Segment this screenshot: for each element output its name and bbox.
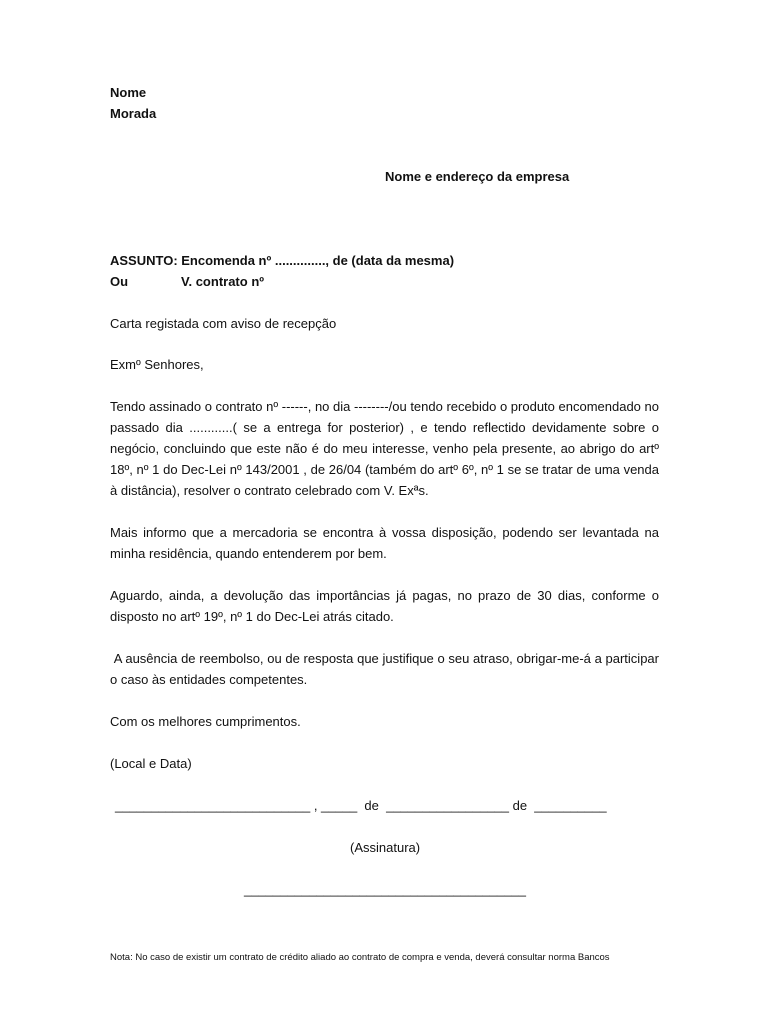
place-date-label: (Local e Data)	[110, 756, 192, 771]
signature-line: _______________________________________	[244, 882, 526, 897]
delivery-note: Carta registada com aviso de recepção	[110, 316, 337, 331]
subject-or-label: Ou	[110, 274, 129, 289]
sender-address: Morada	[110, 106, 157, 121]
paragraph-warning: A ausência de reembolso, ou de resposta que justifique o seu atraso, obrigar-me-á a participar o caso às entidades competentes.	[110, 651, 663, 687]
signature-label: (Assinatura)	[350, 840, 421, 855]
recipient-company: Nome e endereço da empresa	[385, 169, 570, 184]
date-line: ___________________________ , _____ de _________________ de __________	[115, 798, 607, 813]
paragraph-merchandise: Mais informo que a mercadoria se encontra à vossa disposição, podendo ser levantada na minha residência, quando entenderem por bem.	[110, 525, 659, 561]
paragraph-refund: Aguardo, ainda, a devolução das importâncias já pagas, no prazo de 30 dias, conforme o disposto no artº 19º, nº 1 do Dec-Lei atrás citado.	[110, 588, 659, 624]
subject-contract: V. contrato nº	[181, 274, 265, 289]
closing: Com os melhores cumprimentos.	[110, 714, 301, 729]
paragraph-resolution: Tendo assinado o contrato nº ------, no dia --------/ou tendo recebido o produto encomendado no passado dia ............( se a entrega for posterior) , e tendo reflectido devidamente sobre o negócio, concluindo que este não é do meu interesse, venho pela presente, ao abrigo do artº 18º, nº 1 do Dec-Lei nº 143/2001 , de 26/04 (também do artº 6º, nº 1 se se tratar de uma venda à distância), resolver o contrato celebrado com V. Exªs.	[110, 399, 659, 498]
sender-name: Nome	[110, 85, 147, 100]
subject-line: ASSUNTO: Encomenda nº .............., de (data da mesma)	[110, 253, 455, 268]
footnote: Nota: No caso de existir um contrato de crédito aliado ao contrato de compra e venda, deverá consultar norma Bancos	[110, 952, 610, 963]
salutation: Exmº Senhores,	[110, 357, 204, 372]
